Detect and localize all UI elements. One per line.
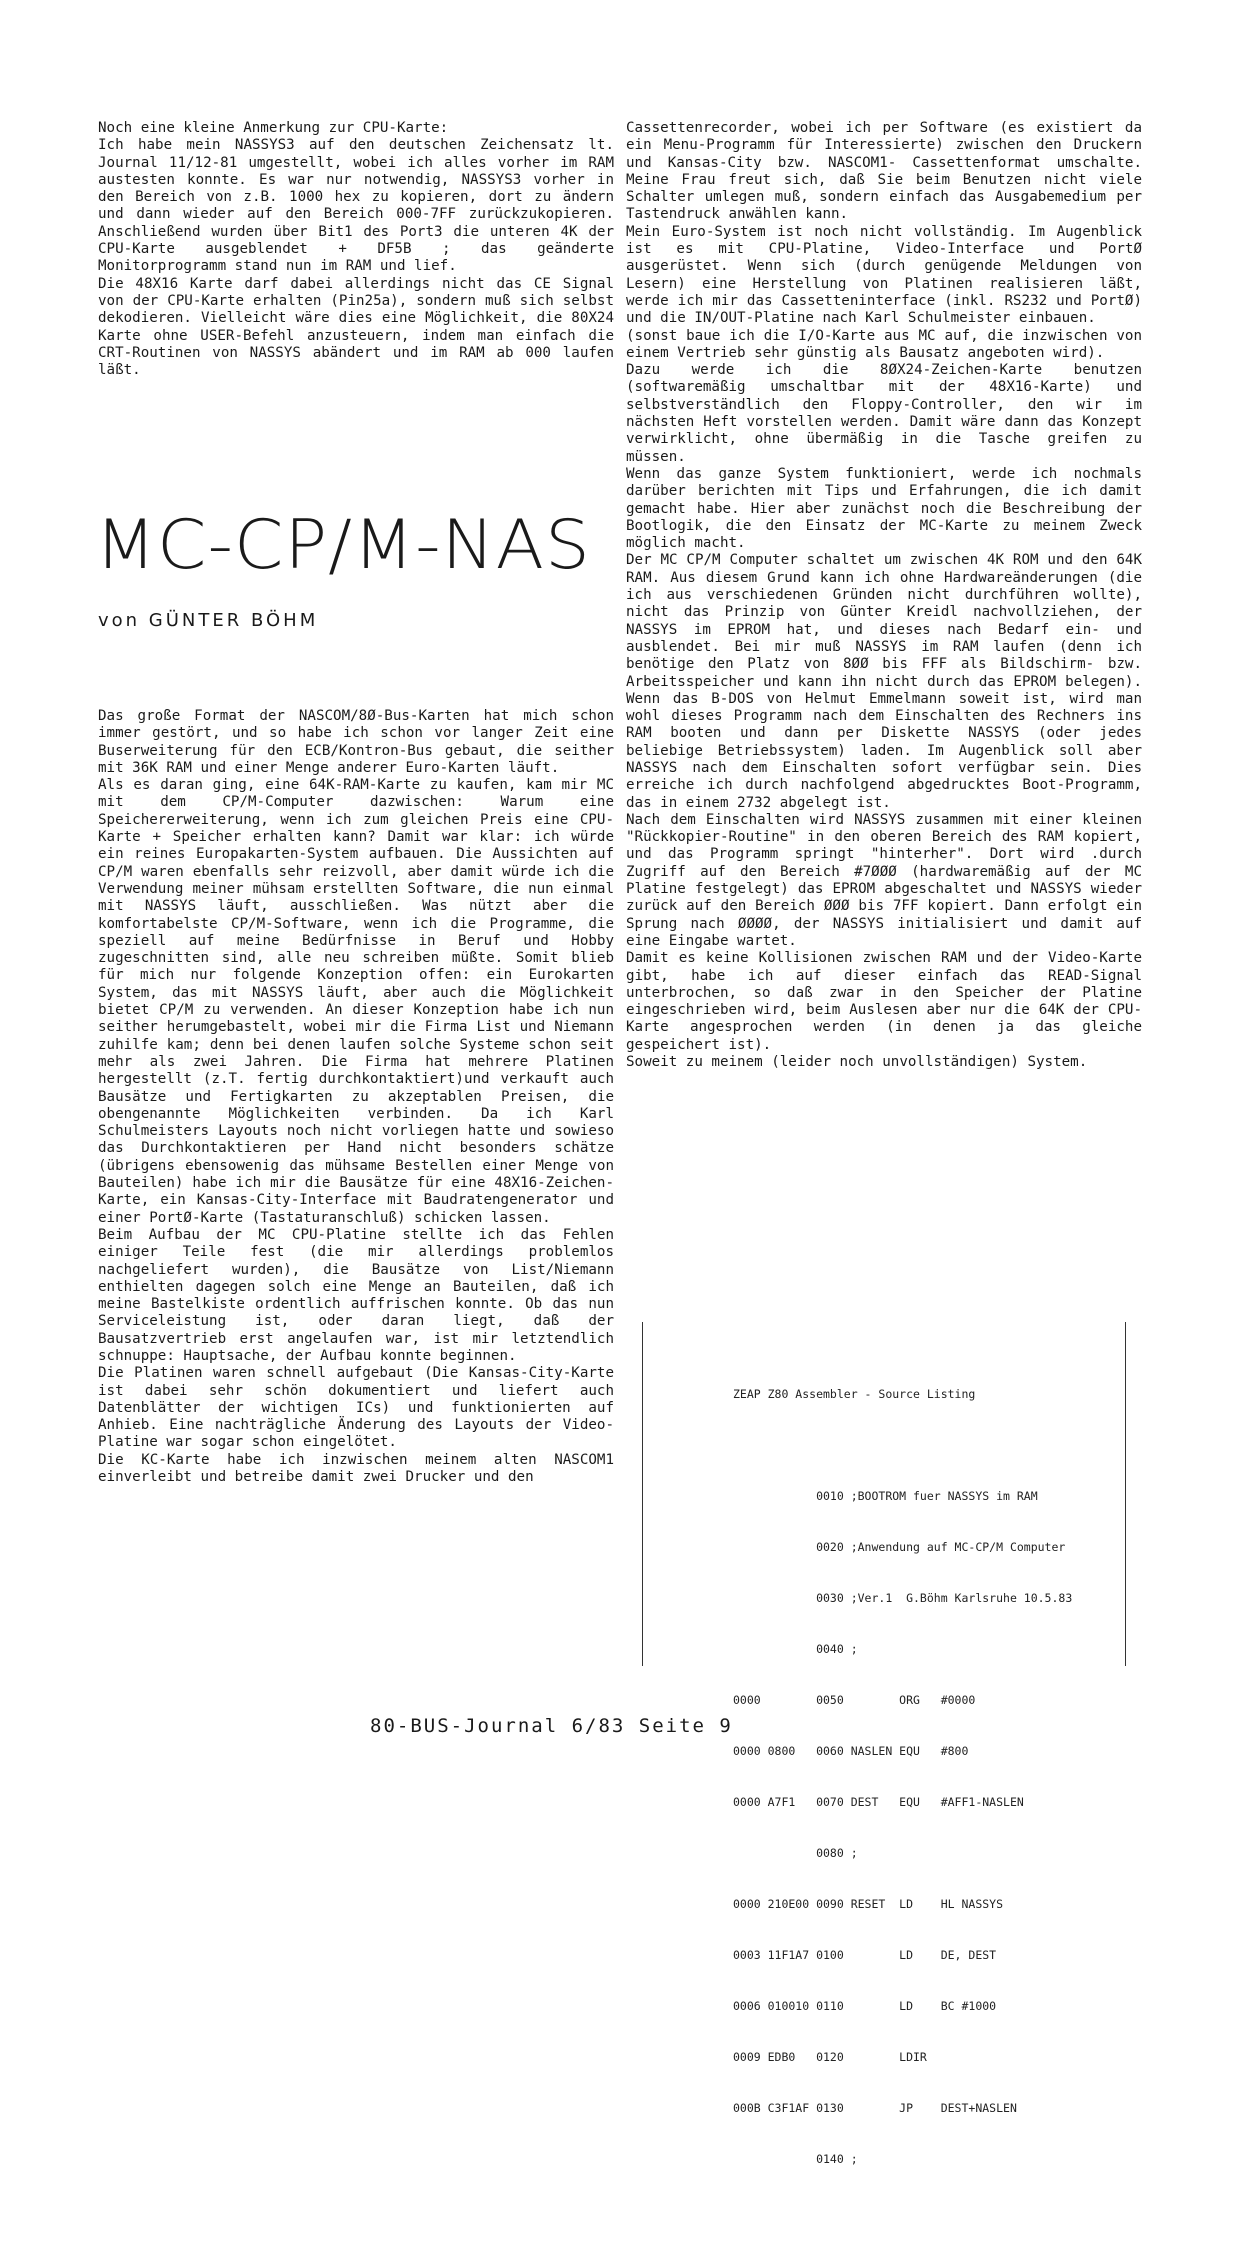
paragraph: Beim Aufbau der MC CPU-Platine stellte ich das Fehlen einiger Teile fest (die mir allerdings problemlos nachgeliefert wurden), die Bausätze von List/Niemann enthielten dagegen solch eine Menge an Bauteilen, daß ich meine Bastelkiste ordentlich auffrischen konnte. Ob das nun Serviceleistung ist, oder daran liegt, daß der Bausatzvertrieb erst angelaufen war, ist mir letztendlich schnuppe: Hauptsache, der Aufbau konnte beginnen. (98, 1226, 623, 1364)
paragraph: Dazu werde ich die 8ØX24-Zeichen-Karte benutzen (softwaremäßig umschaltbar mit der 48X16-Karte) und selbstverständlich den Floppy-Controller, den wir im nächsten Heft vorstellen werden. Damit wäre dann das Konzept verwirklicht, ohne übermäßig in die Tasche greifen zu müssen. (626, 362, 1151, 465)
listing-line: 0003 11F1A7 0100 LD DE, DEST (733, 1948, 997, 1962)
paragraph: Cassettenrecorder, wobei ich per Software (es existiert da ein Menu-Programm für Interessierte) zwischen den Druckern und Kansas-City bzw. NASCOM1- Cassettenformat umschalte. Meine Frau freut sich, daß Sie beim Benutzen nicht viele Schalter umlegen muß, sondern einfach das Ausgabemedium per Tastendruck anwählen kann. (626, 120, 1151, 223)
paragraph: Als es daran ging, eine 64K-RAM-Karte zu kaufen, kam mir MC mit dem CP/M-Computer dazwischen: Warum eine Speichererweiterung, wenn ich zum gleichen Preis eine CPU-Karte + Speicher erhalten kann? Damit war klar: ich würde ein reines Europakarten-System aufbauen. Die Aussichten auf CP/M waren ebenfalls sehr reizvoll, aber damit würde ich die Verwendung meiner mühsam erstellten Software, die nun einmal mit NASSYS läuft, ausschließen. Was nützt aber die komfortabelste CP/M-Software, wenn ich die Programme, die speziell auf meine Bedürfnisse in Beruf und Hobby zugeschnitten sind, alle neu schreiben müßte. Somit blieb für mich nur folgende Konzeption offen: ein Eurokarten System, das mit NASSYS läuft, aber auch die Möglichkeit bietet CP/M zu verwenden. An dieser Konzeption habe ich nun seither herumgebastelt, wobei mir die Firma List und Niemann zuhilfe kam; denn bei denen laufen solche Systeme schon seit mehr als zwei Jahren. Die Firma hat mehrere Platinen hergestellt (z.T. fertig durchkontaktiert)und verkauft auch Bausätze und Fertigkarten zu akzeptablen Preisen, die obengenannte Möglichkeiten verbinden. Da ich Karl Schulmeisters Layouts noch nicht vorliegen hatte und sowieso das Durchkontaktieren per Hand nicht besonders schätze (übrigens ebensowenig das mühsame Bestellen einer Menge von Bauteilen) habe ich mir die Bausätze für eine 48X16-Zeichen-Karte, ein Kansas-City-Interface mit Baudratengenerator und einer PortØ-Karte (Tastaturanschluß) schicken lassen. (98, 777, 623, 1226)
listing-line: 0000 0050 ORG #0000 (733, 1693, 976, 1707)
paragraph: Wenn das ganze System funktioniert, werde ich nochmals darüber berichten mit Tips und Erfahrungen, die ich damit gemacht habe. Hier aber zunächst noch die Beschreibung der Bootlogik, die den Einsatz der MC-Karte zu meinem Zweck möglich macht. (626, 465, 1151, 552)
paragraph: (sonst baue ich die I/O-Karte aus MC auf, die inzwischen von einem Vertrieb sehr günstig als Bausatz angeboten wird). (626, 327, 1151, 361)
listing-header: ZEAP Z80 Assembler - Source Listing (733, 1387, 976, 1401)
listing-line: 0009 EDB0 0120 LDIR (733, 2050, 927, 2064)
listing-line: 000B C3F1AF 0130 JP DEST+NASLEN (733, 2101, 1017, 2115)
listing-line: 0080 ; (733, 1846, 858, 1860)
page-footer: 80-BUS-Journal 6/83 Seite 9 (370, 1715, 733, 1737)
source-listing-box (642, 1322, 1126, 2166)
paragraph: Der MC CP/M Computer schaltet um zwischen 4K ROM und den 64K RAM. Aus diesem Grund kann ich ohne Hardwareänderungen (die ich aus verschiedenen Gründen nicht durchführen wollte), nicht das Prinzip von Günter Kreidl nachvollziehen, der NASSYS im EPROM hat, und dieses nach Bedarf ein- und ausblendet. Bei mir muß NASSYS im RAM laufen (denn ich benötige den Platz von 8ØØ bis FFF als Bildschirm- bzw. Arbeitsspeicher und kann ihn nicht durch das EPROM belegen). Wenn das B-DOS von Helmut Emmelmann soweit ist, wird man wohl dieses Programm nach dem Einschalten des Rechners ins RAM booten und dann per Diskette NASSYS (oder jedes beliebige Betriebssystem) laden. Im Augenblick soll aber NASSYS nach dem Einschalten sofort verfügbar sein. Dies erreiche ich durch nachfolgend abgedrucktes Boot-Programm, das in einem 2732 abgelegt ist. (626, 552, 1151, 811)
listing-line: 0020 ;Anwendung auf MC-CP/M Computer (733, 1540, 1066, 1554)
paragraph: Die 48X16 Karte darf dabei allerdings nicht das CE Signal von der CPU-Karte erhalten (Pin25a), sondern muß sich selbst dekodieren. Vielleicht wäre dies eine Möglichkeit, die 80X24 Karte ohne USER-Befehl anzusteuern, indem man einfach die CRT-Routinen von NASSYS abändert und im RAM ab 000 laufen läßt. (98, 275, 623, 379)
article-title: MC-CP/M-NAS (95, 506, 591, 585)
paragraph: Das große Format der NASCOM/8Ø-Bus-Karten hat mich schon immer gestört, und so habe ich schon vor langer Zeit eine Buserweiterung für den ECB/Kontron-Bus gebaut, die seither mit 36K RAM und einer Menge anderer Euro-Karten läuft. (98, 708, 623, 776)
paragraph: Noch eine kleine Anmerkung zur CPU-Karte: (98, 120, 449, 136)
article-right-column (626, 120, 1151, 1071)
article-author: von GÜNTER BÖHM (98, 610, 319, 631)
paragraph: Mein Euro-System ist noch nicht vollständig. Im Augenblick ist es mit CPU-Platine, Video-Interface und PortØ ausgerüstet. Wenn sich (durch genügende Meldungen von Lesern) eine Herstellung von Platinen realisieren läßt, werde ich mir das Cassetteninterface (inkl. RS232 und PortØ) und die IN/OUT-Platine nach Karl Schulmeister einbauen. (626, 223, 1151, 327)
listing-line: 0006 010010 0110 LD BC #1000 (733, 1999, 997, 2013)
listing-line: 0030 ;Ver.1 G.Böhm Karlsruhe 10.5.83 (733, 1591, 1073, 1605)
listing-line: 0140 ; (733, 2152, 858, 2166)
paragraph: Die KC-Karte habe ich inzwischen meinem alten NASCOM1 einverleibt und betreibe damit zwei Drucker und den (98, 1451, 623, 1486)
listing-line (733, 2202, 1072, 2219)
listing-line: 0000 A7F1 0070 DEST EQU #AFF1-NASLEN (733, 1795, 1024, 1809)
listing-line: 0000 210E00 0090 RESET LD HL NASSYS (733, 1897, 1004, 1911)
paragraph: Ich habe mein NASSYS3 auf den deutschen Zeichensatz lt. Journal 11/12-81 umgestellt, wobei ich alles vorher im RAM austesten konnte. Es war nur notwendig, NASSYS3 vorher in den Bereich von z.B. 1000 hex zu kopieren, dort zu ändern und dann wieder auf den Bereich 000-7FF zurückzukopieren. Anschließend wurden über Bit1 des Port3 die unteren 4K der CPU-Karte ausgeblendet + DF5B ; das geänderte Monitorprogramm stand nun im RAM und lief. (98, 137, 623, 275)
paragraph: Nach dem Einschalten wird NASSYS zusammen mit einer kleinen "Rückkopier-Routine" in den oberen Bereich des RAM kopiert, und das Programm springt "hinterher". Dort wird .durch Zugriff auf den Bereich #7ØØØ (hardwaremäßig auf der MC Platine festgelegt) das EPROM abgeschaltet und NASSYS wieder zurück auf den Bereich ØØØ bis 7FF kopiert. Dann erfolgt ein Sprung nach ØØØØ, der NASSYS initialisiert und damit auf eine Eingabe wartet. (626, 811, 1151, 949)
listing-line: 0000 0800 0060 NASLEN EQU #800 (733, 1744, 969, 1758)
listing-line: 0040 ; (733, 1642, 858, 1656)
article-left-column (98, 708, 623, 1486)
listing-line (733, 1437, 1072, 1454)
source-listing (733, 1352, 1072, 2253)
paragraph: Soweit zu meinem (leider noch unvollständigen) System. (626, 1054, 1088, 1071)
cpu-card-note-column (98, 120, 623, 379)
listing-line: 0010 ;BOOTROM fuer NASSYS im RAM (733, 1489, 1038, 1503)
paragraph: Die Platinen waren schnell aufgebaut (Die Kansas-City-Karte ist dabei sehr schön dokumentiert und liefert auch Datenblätter der wichtigen ICs) und funktionierten auf Anhieb. Eine nachträgliche Änderung des Layouts der Video-Platine war sogar schon eingelötet. (98, 1365, 623, 1451)
paragraph: Damit es keine Kollisionen zwischen RAM und der Video-Karte gibt, habe ich auf dieser einfach das READ-Signal unterbrochen, so daß zwar in den Speicher der Platine eingeschrieben wird, beim Auslesen aber nur die 64K der CPU-Karte angesprochen werden (in denen ja das gleiche gespeichert ist). (626, 950, 1151, 1053)
